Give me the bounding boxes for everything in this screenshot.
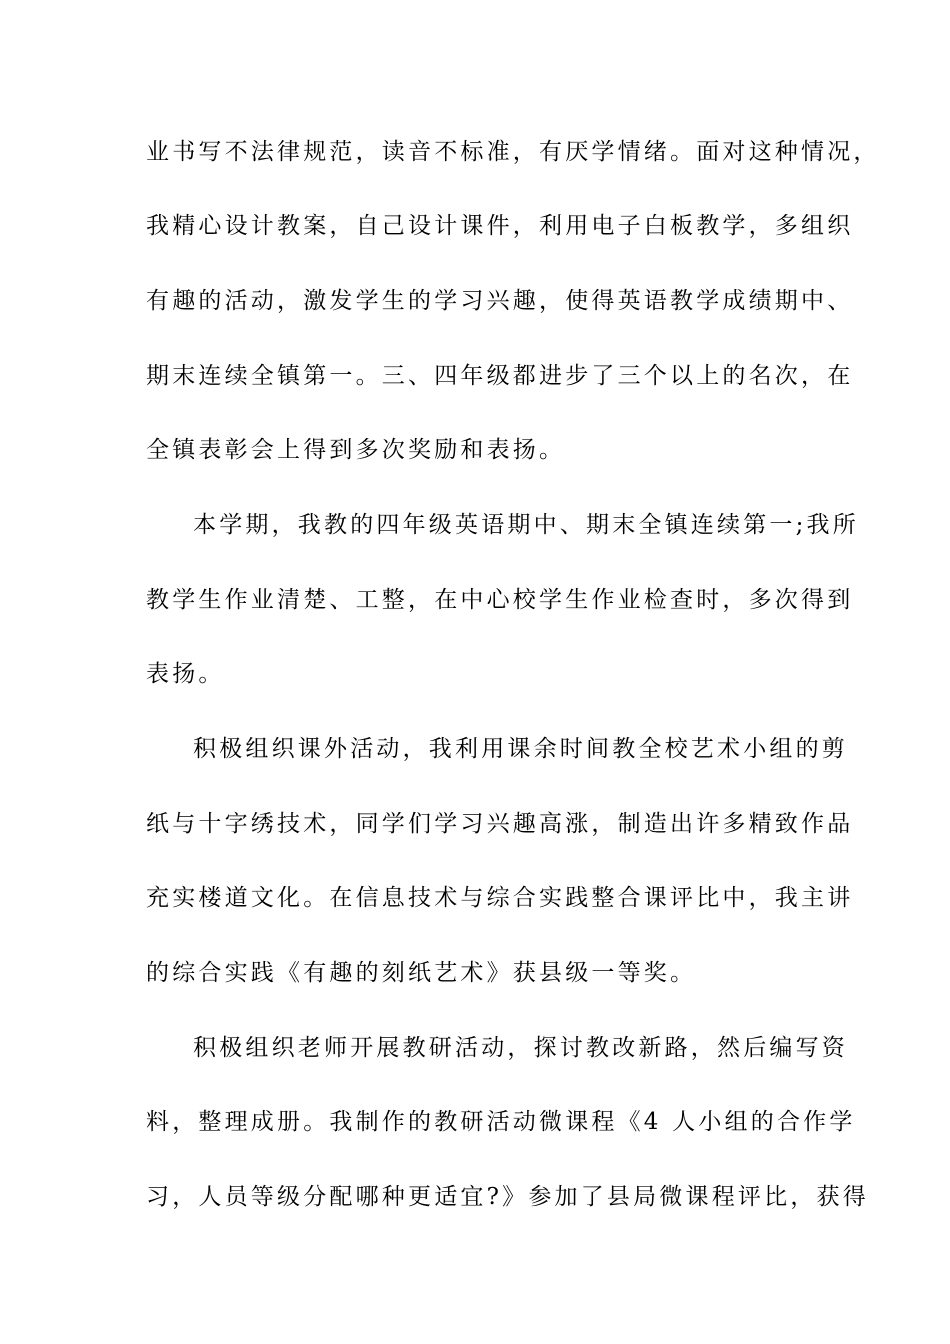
text-line: 期末连续全镇第一。三、四年级都进步了三个以上的名次，在 [146, 363, 854, 389]
paragraph-first-line: 积极组织课外活动，我利用课余时间教全校艺术小组的剪 [193, 736, 848, 762]
text-line: 业书写不法律规范，读音不标准，有厌学情绪。面对这种情况， [146, 139, 880, 165]
text-line: 充实楼道文化。在信息技术与综合实践整合课评比中，我主讲 [146, 885, 854, 911]
text-line: 纸与十字绣技术，同学们学习兴趣高涨，制造出许多精致作品 [146, 811, 854, 837]
text-line: 我精心设计教案，自己设计课件，利用电子白板教学，多组织 [146, 213, 854, 239]
paragraph-first-line: 本学期，我教的四年级英语期中、期末全镇连续第一;我所 [193, 512, 859, 538]
text-line: 习，人员等级分配哪种更适宜?》参加了县局微课程评比，获得 [146, 1184, 869, 1210]
text-line: 全镇表彰会上得到多次奖励和表扬。 [146, 437, 566, 463]
text-line: 有趣的活动，激发学生的学习兴趣，使得英语教学成绩期中、 [146, 288, 854, 314]
text-line: 表扬。 [146, 661, 225, 687]
text-line: 教学生作业清楚、工整，在中心校学生作业检查时，多次得到 [146, 587, 854, 613]
paragraph-first-line: 积极组织老师开展教研活动，探讨教改新路，然后编写资 [193, 1035, 848, 1061]
text-line: 料，整理成册。我制作的教研活动微课程《4 人小组的合作学 [146, 1109, 856, 1135]
text-line: 的综合实践《有趣的刻纸艺术》获县级一等奖。 [146, 960, 697, 986]
